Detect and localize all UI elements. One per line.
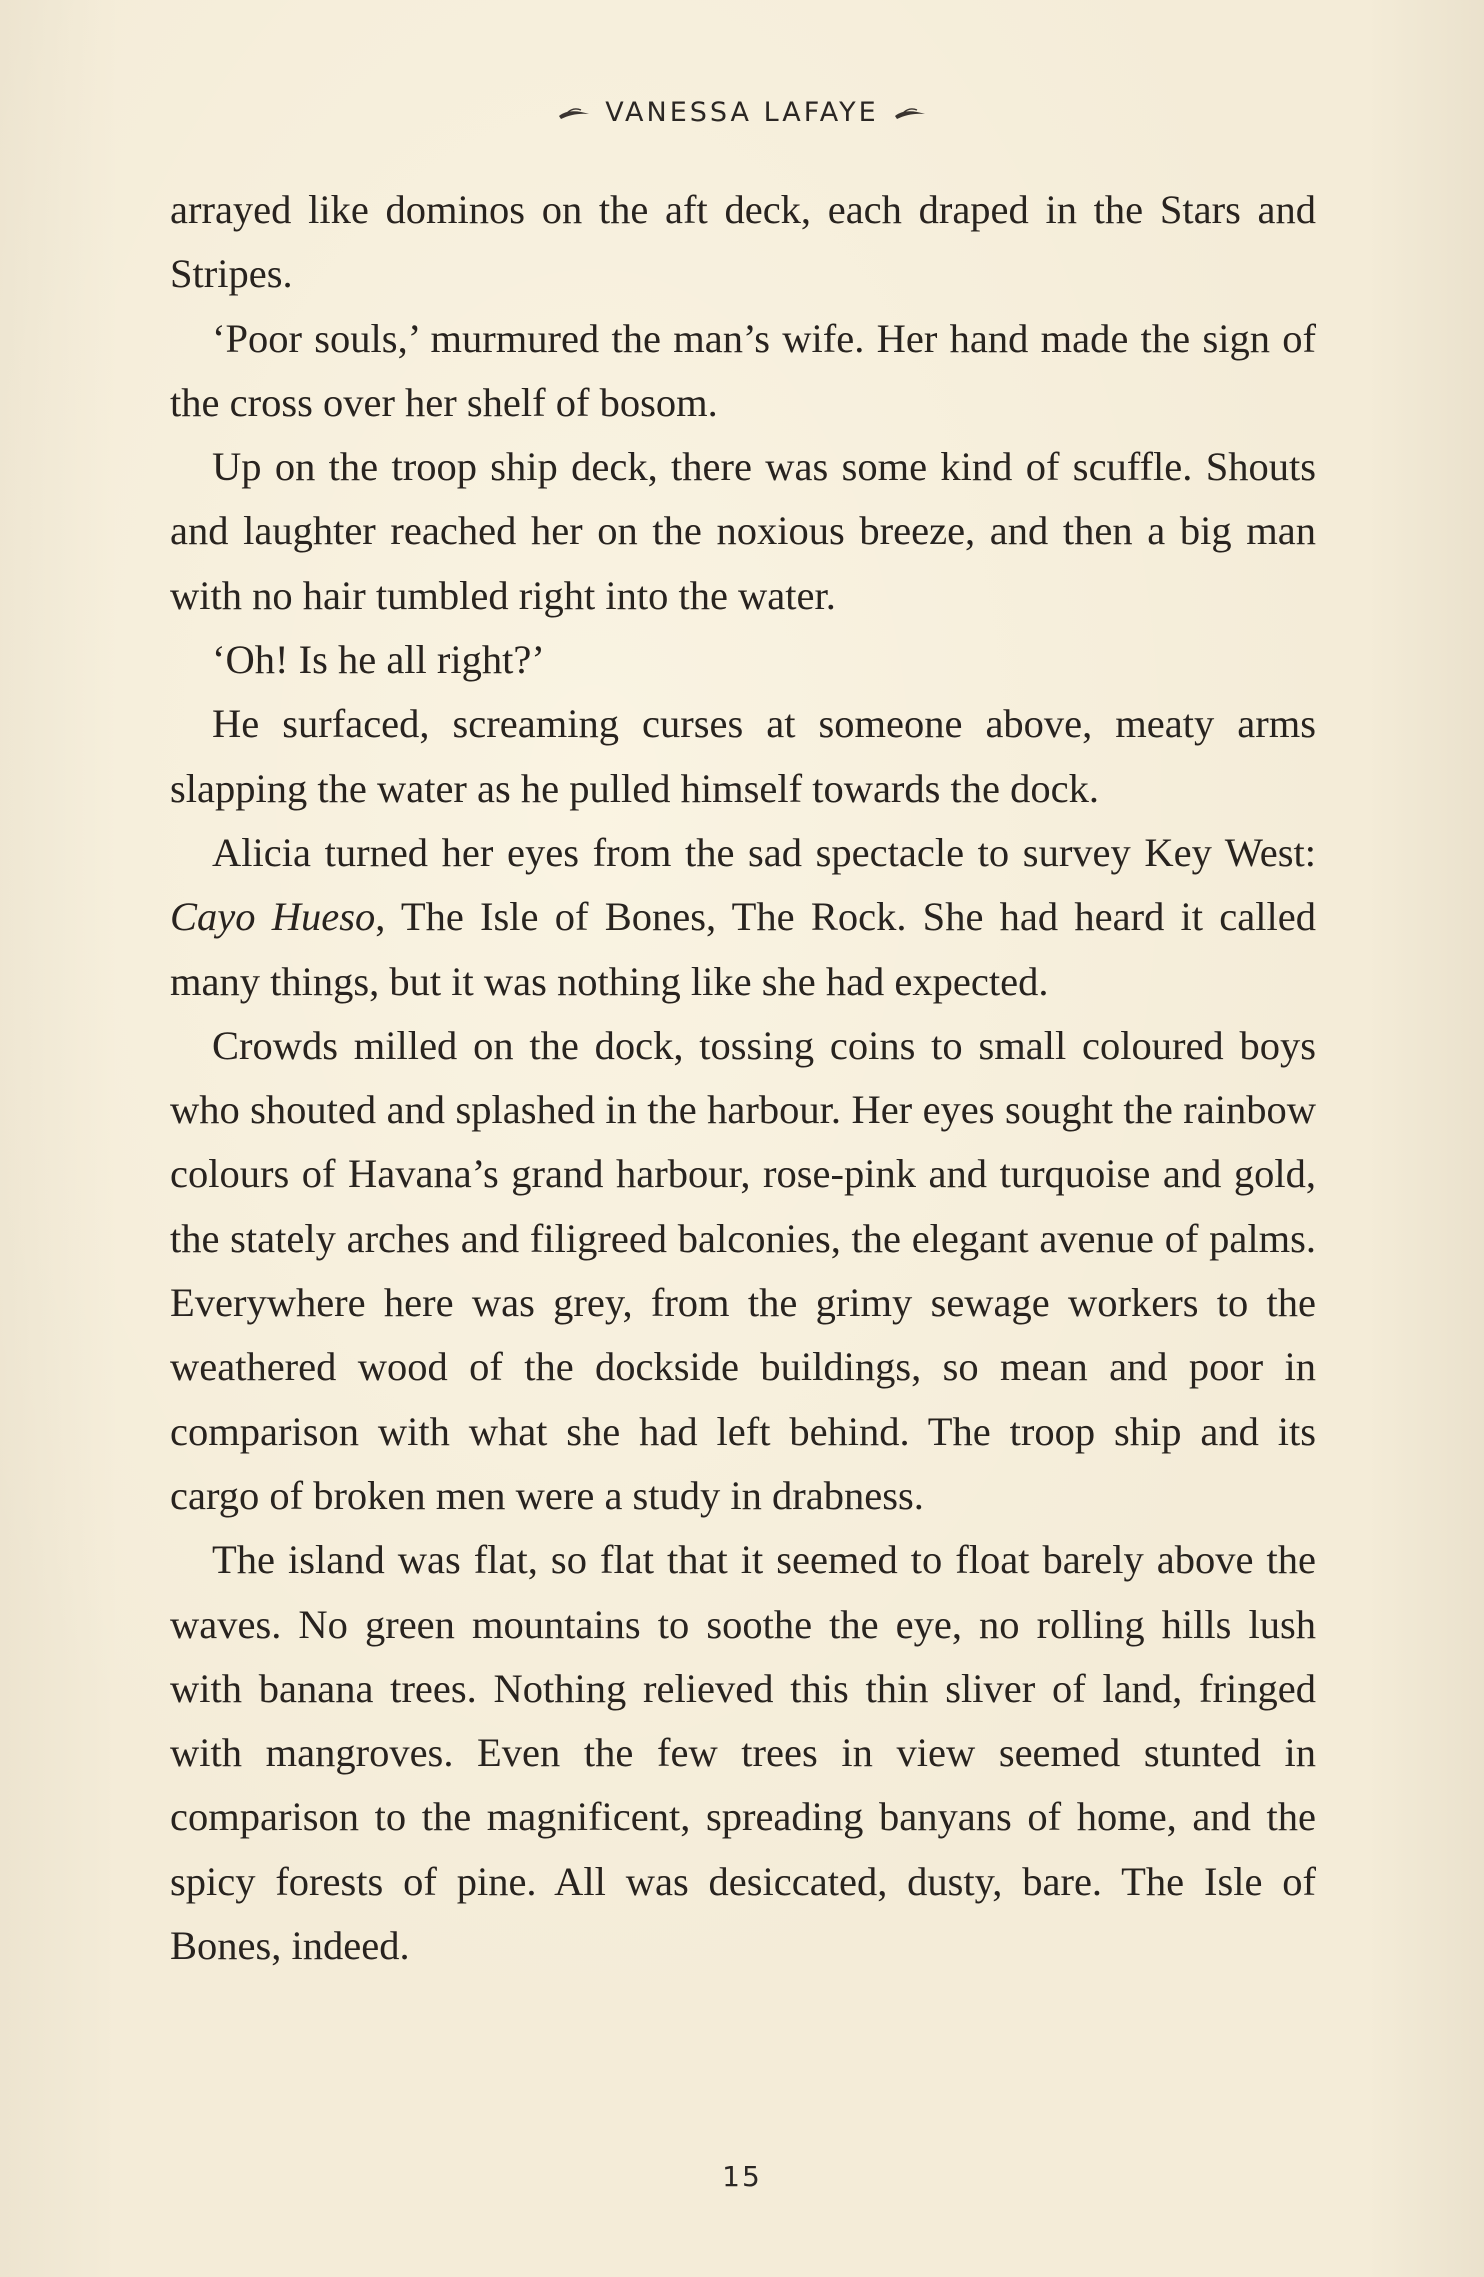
paragraph-text: The island was flat, so flat that it seemed to float barely above the waves. No green mountains to soothe the eye, no rolling hills lush with banana trees. Nothing relieved this thin sliver of land, fringed with mangroves. Even the few trees in view seemed stunted in comparison to the magnificent, spreading banyans of home, and the spicy forests of pine. All was desiccated, dusty, bare. The Isle of Bones, indeed. — [170, 1537, 1316, 1969]
paragraph — [170, 692, 1316, 821]
paragraph — [170, 178, 1316, 307]
paragraph-text: ‘Poor souls,’ murmured the man’s wife. Her hand made the sign of the cross over her shelf of bosom. — [170, 315, 1316, 425]
paragraph — [170, 307, 1316, 436]
page-number: 15 — [722, 2160, 762, 2193]
body-text — [170, 178, 1316, 1978]
running-header — [0, 96, 1484, 128]
paragraph-text: He surfaced, screaming curses at someone above, meaty arms slapping the water as he pulled himself towards the dock. — [170, 701, 1316, 811]
paragraph-text: ‘Oh! Is he all right?’ — [212, 637, 545, 683]
paragraph-text: Crowds milled on the dock, tossing coins to small coloured boys who shouted and splashed in the harbour. Her eyes sought the rainbow colours of Havana’s grand harbour, rose-pink and turquoise and gold, the stately arches and filigreed balconies, the elegant avenue of palms. Everywhere here was grey, from the grimy sewage workers to the weathered wood of the dockside buildings, so mean and poor in comparison with what she had left behind. The troop ship and its cargo of broken men were a study in drabness. — [170, 1022, 1316, 1518]
paragraph-text: Alicia turned her eyes from the sad spectacle to survey Key West: — [212, 829, 1316, 875]
paragraph — [170, 628, 1316, 692]
paragraph — [170, 1014, 1316, 1528]
leaf-ornament-icon — [557, 97, 591, 128]
paragraph — [170, 821, 1316, 1014]
paragraph-text: , The Isle of Bones, The Rock. She had heard it called many things, but it was nothing like she had expected. — [170, 894, 1316, 1004]
paragraph-text: Up on the troop ship deck, there was some kind of scuffle. Shouts and laughter reached her on the noxious breeze, and then a big man with no hair tumbled right into the water. — [170, 444, 1316, 618]
paragraph — [170, 435, 1316, 628]
paragraph — [170, 1528, 1316, 1978]
leaf-ornament-icon — [893, 97, 927, 128]
author-name: VANESSA LAFAYE — [605, 97, 879, 128]
italic-text: Cayo Hueso — [170, 894, 376, 940]
paragraph-text: arrayed like dominos on the aft deck, each draped in the Stars and Stripes. — [170, 187, 1316, 297]
